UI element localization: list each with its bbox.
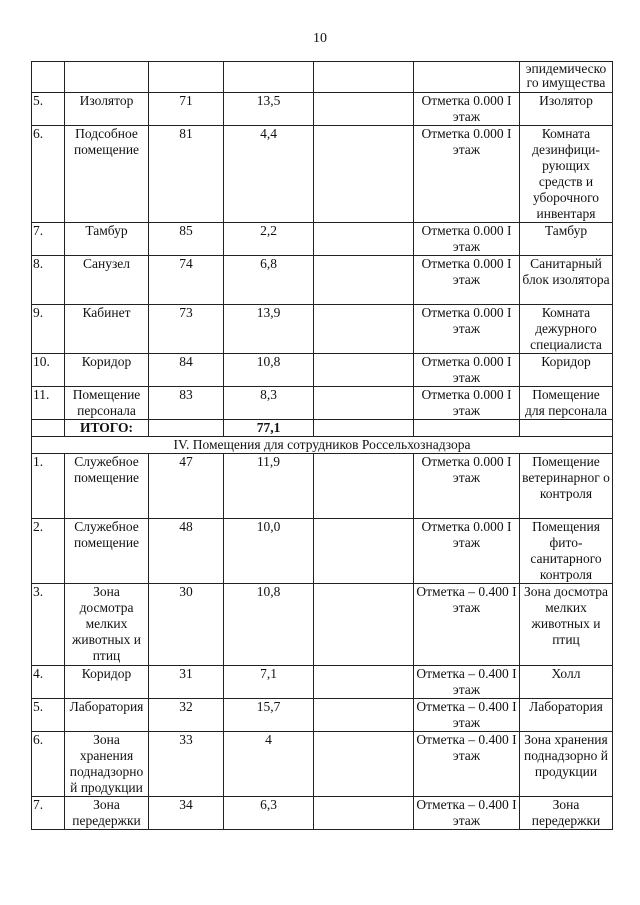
room-purpose: Санитарный блок изолятора [520,256,613,305]
empty-cell [314,420,414,437]
section-title: IV. Помещения для сотрудников Россельхознадзора [32,437,613,454]
room-number: 85 [149,223,224,256]
room-name: Зона хранения поднадзорно й продукции [65,732,149,797]
room-purpose: Комната дезинфици-рующих средств и уборочного инвентаря [520,126,613,223]
room-area: 10,8 [224,354,314,387]
table-row [32,797,613,830]
room-location: Отметка 0.000 I этаж [414,223,520,256]
table-row [32,666,613,699]
table-row-section [32,437,613,454]
room-area: 4 [224,732,314,797]
room-location: Отметка 0.000 I этаж [414,354,520,387]
room-name: Кабинет [65,305,149,354]
room-purpose: Комната дежурного специалиста [520,305,613,354]
room-area: 8,3 [224,387,314,420]
room-number: 48 [149,519,224,584]
room-name: Коридор [65,354,149,387]
room-name: Санузел [65,256,149,305]
room-name: Тамбур [65,223,149,256]
room-purpose: Изолятор [520,93,613,126]
room-name: Зона передержки [65,797,149,830]
room-area: 6,3 [224,797,314,830]
empty-cell [314,797,414,830]
row-number: 7. [32,797,65,830]
table-row [32,387,613,420]
room-location: Отметка 0.000 I этаж [414,387,520,420]
room-number: 74 [149,256,224,305]
room-area: 6,8 [224,256,314,305]
room-name: Помещение персонала [65,387,149,420]
row-number: 10. [32,354,65,387]
room-number: 84 [149,354,224,387]
page-number: 10 [313,31,327,46]
room-area: 15,7 [224,699,314,732]
room-name: Лаборатория [65,699,149,732]
room-number: 30 [149,584,224,666]
room-number: 47 [149,454,224,519]
empty-cell [314,223,414,256]
table-row [32,699,613,732]
table-row [32,93,613,126]
room-number: 83 [149,387,224,420]
room-purpose: Зона хранения поднадзорно й продукции [520,732,613,797]
empty-cell [520,420,613,437]
row-number: 5. [32,699,65,732]
table-row [32,256,613,305]
table-row [32,584,613,666]
room-number: 81 [149,126,224,223]
empty-cell [314,93,414,126]
room-location: Отметка 0.000 I этаж [414,256,520,305]
room-location: Отметка 0.000 I этаж [414,454,520,519]
row-number: 1. [32,454,65,519]
room-purpose: Холл [520,666,613,699]
room-area: 11,9 [224,454,314,519]
empty-cell [314,584,414,666]
room-name: Служебное помещение [65,454,149,519]
row-number: 11. [32,387,65,420]
empty-cell [314,256,414,305]
table-row-total [32,420,613,437]
row-number: 6. [32,732,65,797]
room-area: 10,0 [224,519,314,584]
empty-cell [314,732,414,797]
empty-cell [149,420,224,437]
table-row [32,305,613,354]
room-location: Отметка – 0.400 I этаж [414,666,520,699]
room-purpose: Тамбур [520,223,613,256]
room-area: 10,8 [224,584,314,666]
row-number: 8. [32,256,65,305]
table-row [32,732,613,797]
room-area: 7,1 [224,666,314,699]
empty-cell [314,354,414,387]
row-number: 3. [32,584,65,666]
carry-over-purpose: эпидемическо го имущества [520,62,613,93]
empty-cell [314,387,414,420]
total-label: ИТОГО: [65,420,149,437]
room-location: Отметка – 0.400 I этаж [414,797,520,830]
empty-cell [414,420,520,437]
room-location: Отметка – 0.400 I этаж [414,732,520,797]
empty-cell [314,454,414,519]
room-area: 4,4 [224,126,314,223]
room-number: 34 [149,797,224,830]
row-number: 4. [32,666,65,699]
room-location: Отметка 0.000 I этаж [414,126,520,223]
room-number: 71 [149,93,224,126]
row-number: 2. [32,519,65,584]
room-number: 73 [149,305,224,354]
room-number: 31 [149,666,224,699]
room-purpose: Коридор [520,354,613,387]
row-number: 5. [32,93,65,126]
empty-cell [32,420,65,437]
room-name: Коридор [65,666,149,699]
room-name: Изолятор [65,93,149,126]
empty-cell [314,126,414,223]
room-purpose: Помещение ветеринарног о контроля [520,454,613,519]
room-purpose: Помещения фито-санитарного контроля [520,519,613,584]
room-number: 33 [149,732,224,797]
table-row [32,519,613,584]
empty-cell [314,699,414,732]
table-row [32,126,613,223]
premises-table [31,61,613,830]
empty-cell [314,305,414,354]
row-number: 7. [32,223,65,256]
table-row-carry-over [32,62,613,93]
room-location: Отметка 0.000 I этаж [414,519,520,584]
table-row [32,223,613,256]
room-name: Подсобное помещение [65,126,149,223]
room-location: Отметка – 0.400 I этаж [414,584,520,666]
room-purpose: Зона передержки [520,797,613,830]
room-purpose: Зона досмотра мелких животных и птиц [520,584,613,666]
total-area: 77,1 [224,420,314,437]
room-name: Служебное помещение [65,519,149,584]
table-row [32,454,613,519]
room-number: 32 [149,699,224,732]
room-purpose: Помещение для персонала [520,387,613,420]
room-area: 13,5 [224,93,314,126]
room-area: 2,2 [224,223,314,256]
room-location: Отметка 0.000 I этаж [414,93,520,126]
room-area: 13,9 [224,305,314,354]
empty-cell [314,666,414,699]
room-purpose: Лаборатория [520,699,613,732]
room-name: Зона досмотра мелких животных и птиц [65,584,149,666]
table-row [32,354,613,387]
row-number: 6. [32,126,65,223]
row-number: 9. [32,305,65,354]
room-location: Отметка – 0.400 I этаж [414,699,520,732]
room-location: Отметка 0.000 I этаж [414,305,520,354]
empty-cell [314,519,414,584]
